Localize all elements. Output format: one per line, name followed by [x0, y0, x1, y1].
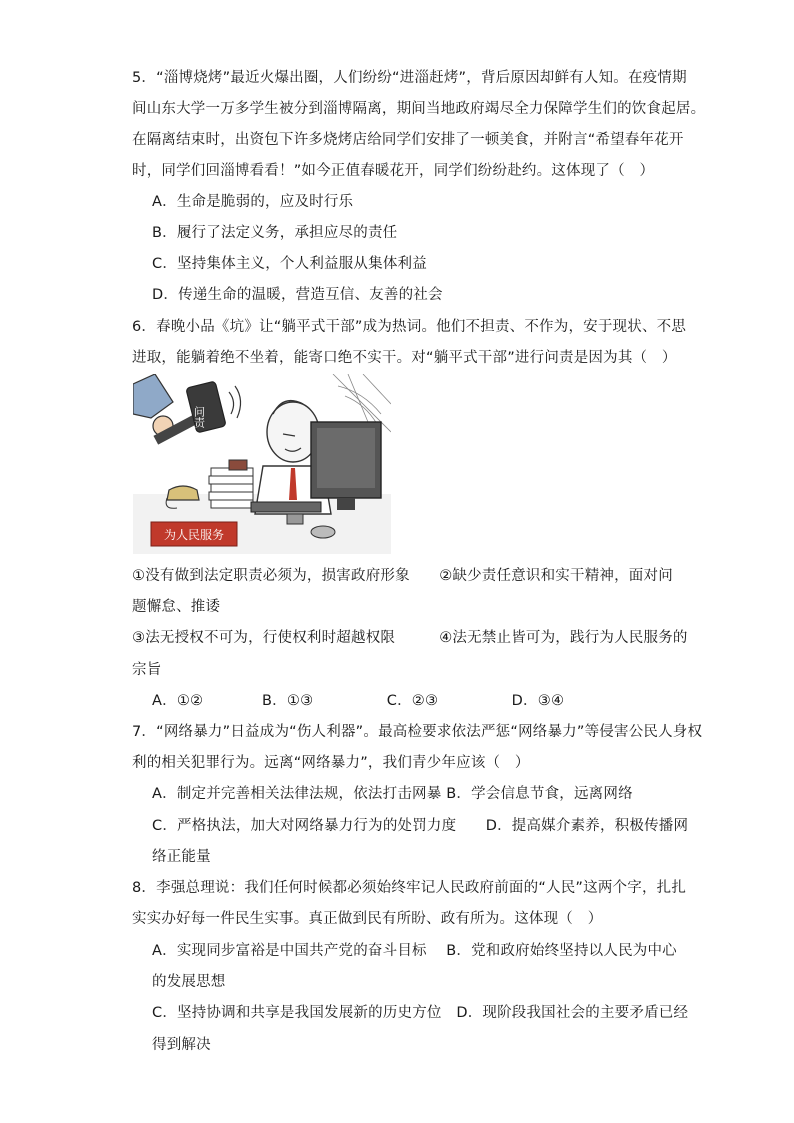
q5-option-b: B．履行了法定义务，承担应尽的责任 — [152, 225, 398, 241]
q7-option-line: C．严格执法，加大对网络暴力行为的处罚力度 D．提高媒介素养，积极传播网 — [152, 818, 689, 834]
q7-option-line: 络正能量 — [152, 849, 211, 865]
q5-option-c: C．坚持集体主义，个人利益服从集体利益 — [152, 256, 427, 272]
q5-option-d: D．传递生命的温暖，营造互信、友善的社会 — [152, 287, 443, 303]
q5-stem-line: 5．“淄博烧烤”最近火爆出圈，人们纷纷“进淄赶烤”，背后原因却鲜有人知。在疫情期 — [132, 70, 687, 86]
q8-option-line: 的发展思想 — [152, 974, 226, 990]
q5-stem-line: 时，同学们回淄博看看！”如今正值春暖花开，同学们纷纷赴约。这体现了（ ） — [132, 163, 655, 179]
q5-option-a: A．生命是脆弱的，应及时行乐 — [152, 194, 354, 210]
q5-stem-line: 在隔离结束时，出资包下许多烧烤店给同学们安排了一顿美食，并附言“希望春年花开 — [132, 132, 684, 148]
q6-stem-line: 6．春晚小品《坑》让“躺平式干部”成为热词。他们不担责、不作为，安于现状、不思 — [132, 319, 687, 335]
q8-stem-line: 8．李强总理说：我们任何时候都必须始终牢记人民政府前面的“人民”这两个字，扎扎 — [132, 880, 687, 896]
q7-option-line: A．制定并完善相关法律法规，依法打击网暴 B．学会信息节食，远离网络 — [152, 786, 633, 802]
q7-stem-line: 利的相关犯罪行为。远离“网络暴力”，我们青少年应该（ ） — [132, 755, 530, 771]
q5-stem-line: 间山东大学一万多学生被分到淄博隔离，期间当地政府竭尽全力保障学生们的饮食起居。 — [132, 101, 706, 117]
q7-stem-line: 7．“网络暴力”日益成为“伤人利器”。最高检要求依法严惩“网络暴力”等侵害公民人身权 — [132, 724, 703, 740]
q6-stem-line: 进取，能躺着绝不坐着，能寄口绝不实干。对“躺平式干部”进行问责是因为其（ ） — [132, 350, 677, 366]
q8-option-line: 得到解决 — [152, 1037, 211, 1053]
serve-people-sign: 为人民服务 — [163, 528, 225, 542]
q8-stem-line: 实实办好每一件民生实事。真正做到民有所盼、政有所为。这体现（ ） — [132, 911, 603, 927]
lazy-official-cartoon — [133, 374, 391, 554]
q8-option-line: A．实现同步富裕是中国共产党的奋斗目标 B．党和政府始终坚持以人民为中心 — [152, 943, 677, 959]
q6-statement-line: 题懈怠、推诿 — [132, 599, 221, 615]
q6-statement-line: ①没有做到法定职责必须为，损害政府形象 ②缺少责任意识和实干精神，面对问 — [132, 568, 673, 584]
hammer-label: 问责 — [192, 406, 206, 428]
q6-statement-line: 宗旨 — [132, 662, 162, 678]
q6-options: A．①② B．①③ C．②③ D．③④ — [152, 693, 565, 709]
q6-statement-line: ③法无授权不可为，行使权利时超越权限 ④法无禁止皆可为，践行为人民服务的 — [132, 630, 688, 646]
q8-option-line: C．坚持协调和共享是我国发展新的历史方位 D．现阶段我国社会的主要矛盾已经 — [152, 1005, 689, 1021]
